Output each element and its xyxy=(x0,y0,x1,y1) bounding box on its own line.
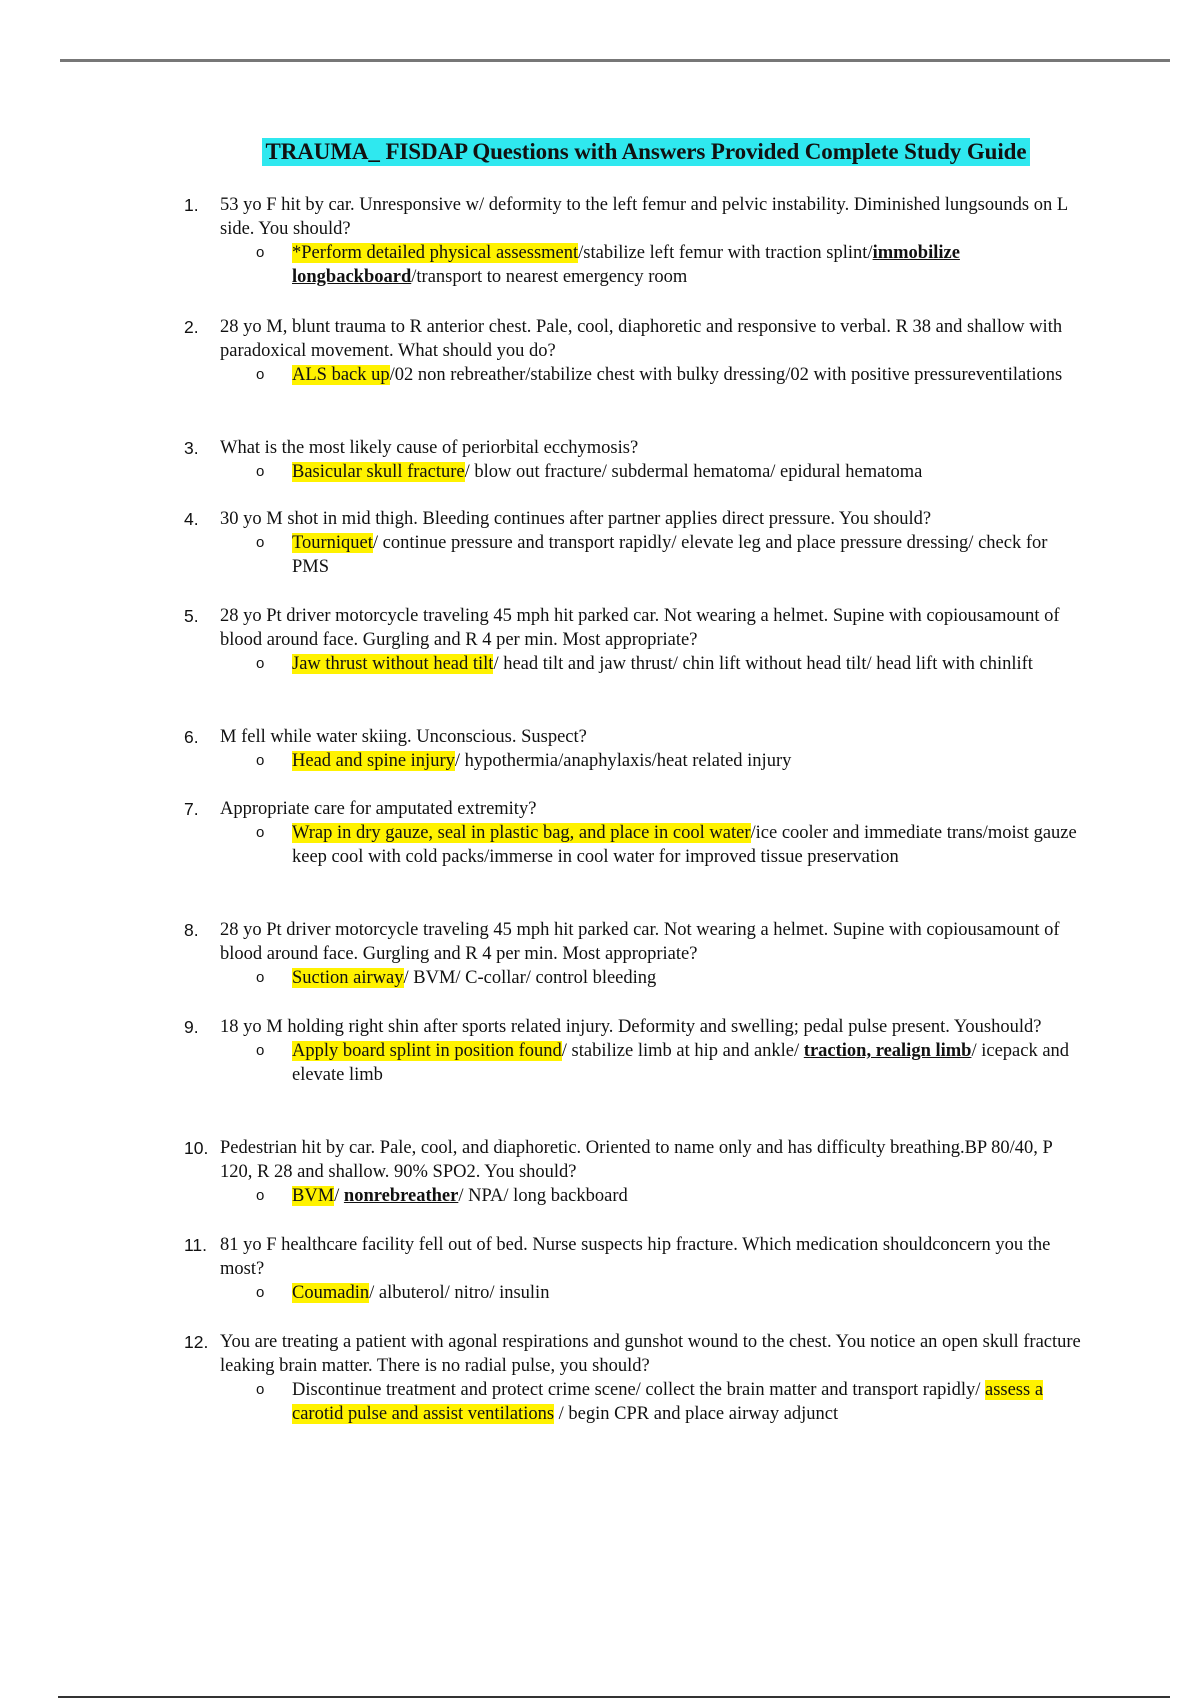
bullet-icon: o xyxy=(256,244,265,261)
bottom-rule xyxy=(58,1696,1170,1698)
correct-answer: ALS back up xyxy=(292,365,390,385)
bullet-icon: o xyxy=(256,463,265,480)
bullet-icon: o xyxy=(256,1187,265,1204)
question-stem: 81 yo F healthcare facility fell out of bed. Nurse suspects hip fracture. Which medication shouldconcern you the most? xyxy=(220,1235,1051,1279)
question-2 xyxy=(184,315,1084,387)
question-number: 6. xyxy=(184,727,199,747)
question-stem: 53 yo F hit by car. Unresponsive w/ deformity to the left femur and pelvic instability. Diminished lungsounds on L side. You should? xyxy=(220,195,1068,239)
question-8 xyxy=(184,918,1084,990)
answer-line xyxy=(256,749,1084,773)
question-stem: M fell while water skiing. Unconscious. Suspect? xyxy=(220,727,587,747)
bullet-icon: o xyxy=(256,969,265,986)
answer-options: / blow out fracture/ subdermal hematoma/ epidural hematoma xyxy=(464,462,923,482)
bullet-icon: o xyxy=(256,366,265,383)
bullet-icon: o xyxy=(256,1042,265,1059)
title-container xyxy=(0,138,1200,166)
answer-line xyxy=(256,1281,1084,1305)
question-number: 5. xyxy=(184,606,199,626)
question-6 xyxy=(184,725,1084,773)
question-stem: 28 yo Pt driver motorcycle traveling 45 mph hit parked car. Not wearing a helmet. Supine with copiousamount of blood around face. Gurgling and R 4 per min. Most appropriate? xyxy=(220,606,1060,650)
correct-answer: Wrap in dry gauze, seal in plastic bag, and place in cool water xyxy=(292,823,751,843)
answer-line xyxy=(256,966,1084,990)
underlined-option: immobilize longbackboard xyxy=(292,243,960,287)
question-7 xyxy=(184,797,1084,869)
question-10 xyxy=(184,1136,1084,1208)
answer-line xyxy=(256,363,1084,387)
correct-answer: Jaw thrust without head tilt xyxy=(292,654,494,674)
answer-options: / head tilt and jaw thrust/ chin lift without head tilt/ head lift with chinlift xyxy=(493,654,1033,674)
top-rule xyxy=(60,59,1170,62)
answer-options: / xyxy=(334,1186,344,1206)
question-stem: 28 yo Pt driver motorcycle traveling 45 mph hit parked car. Not wearing a helmet. Supine with copiousamount of blood around face. Gurgling and R 4 per min. Most appropriate? xyxy=(220,920,1060,964)
question-stem: You are treating a patient with agonal respirations and gunshot wound to the chest. You notice an open skull fracture leaking brain matter. There is no radial pulse, you should? xyxy=(220,1332,1081,1376)
question-number: 1. xyxy=(184,195,199,215)
answer-options: / BVM/ C-collar/ control bleeding xyxy=(403,968,657,988)
answer-options-pre: Discontinue treatment and protect crime scene/ collect the brain matter and transport rapidly/ xyxy=(292,1380,985,1400)
answer-options-cont: /transport to nearest emergency room xyxy=(411,267,688,287)
question-stem: Appropriate care for amputated extremity? xyxy=(220,799,537,819)
answer-line xyxy=(256,1039,1084,1087)
underlined-option: nonrebreather xyxy=(343,1186,459,1206)
question-9 xyxy=(184,1015,1084,1087)
question-12 xyxy=(184,1330,1084,1426)
question-5 xyxy=(184,604,1084,676)
question-11 xyxy=(184,1233,1084,1305)
correct-answer: Head and spine injury xyxy=(292,751,455,771)
underlined-option: traction, realign limb xyxy=(803,1041,972,1061)
answer-options: / begin CPR and place airway adjunct xyxy=(554,1404,839,1424)
correct-answer: Basicular skull fracture xyxy=(292,462,465,482)
question-number: 11. xyxy=(184,1235,208,1255)
correct-answer: BVM xyxy=(292,1186,335,1206)
bullet-icon: o xyxy=(256,752,265,769)
question-number: 12. xyxy=(184,1332,209,1352)
bullet-icon: o xyxy=(256,824,265,841)
answer-line xyxy=(256,1378,1084,1426)
correct-answer: Coumadin xyxy=(292,1283,370,1303)
question-1 xyxy=(184,193,1084,289)
bullet-icon: o xyxy=(256,534,265,551)
question-stem: What is the most likely cause of periorbital ecchymosis? xyxy=(220,438,639,458)
question-3 xyxy=(184,436,1084,484)
answer-options: /stabilize left femur with traction splint/ xyxy=(578,243,873,263)
answer-options: / stabilize limb at hip and ankle/ xyxy=(561,1041,804,1061)
correct-answer: Tourniquet xyxy=(292,533,373,553)
question-number: 4. xyxy=(184,509,199,529)
bullet-icon: o xyxy=(256,1381,265,1398)
question-stem: 18 yo M holding right shin after sports related injury. Deformity and swelling; pedal pulse present. Youshould? xyxy=(220,1017,1042,1037)
answer-line xyxy=(256,652,1084,676)
question-number: 2. xyxy=(184,317,199,337)
bullet-icon: o xyxy=(256,655,265,672)
correct-answer: Apply board splint in position found xyxy=(292,1041,562,1061)
answer-line xyxy=(256,531,1084,579)
question-number: 8. xyxy=(184,920,199,940)
question-stem: 28 yo M, blunt trauma to R anterior chest. Pale, cool, diaphoretic and responsive to verbal. R 38 and shallow with paradoxical movement. What should you do? xyxy=(220,317,1063,361)
answer-options-cont: / NPA/ long backboard xyxy=(458,1186,628,1206)
answer-options: / albuterol/ nitro/ insulin xyxy=(369,1283,550,1303)
correct-answer: Suction airway xyxy=(292,968,404,988)
answer-line xyxy=(256,1184,1084,1208)
question-number: 7. xyxy=(184,799,199,819)
answer-options: / continue pressure and transport rapidly/ elevate leg and place pressure dressing/ check for PMS xyxy=(292,533,1048,577)
document-title: TRAUMA_ FISDAP Questions with Answers Provided Complete Study Guide xyxy=(262,138,1031,166)
correct-answer: assess a carotid pulse and assist ventilations xyxy=(292,1380,1044,1424)
question-number: 3. xyxy=(184,438,199,458)
answer-options: / hypothermia/anaphylaxis/heat related injury xyxy=(454,751,792,771)
answer-line xyxy=(256,241,1084,289)
question-number: 10. xyxy=(184,1138,209,1158)
answer-line xyxy=(256,821,1084,869)
correct-answer: *Perform detailed physical assessment xyxy=(292,243,579,263)
question-4 xyxy=(184,507,1084,579)
question-stem: 30 yo M shot in mid thigh. Bleeding continues after partner applies direct pressure. You should? xyxy=(220,509,932,529)
question-stem: Pedestrian hit by car. Pale, cool, and diaphoretic. Oriented to name only and has difficulty breathing.BP 80/40, P 120, R 28 and shallow. 90% SPO2. You should? xyxy=(220,1138,1053,1182)
answer-options: /ice cooler and immediate trans/moist gauze keep cool with cold packs/immerse in cool water for improved tissue preservation xyxy=(292,823,1077,867)
bullet-icon: o xyxy=(256,1284,265,1301)
answer-options-cont: / icepack and elevate limb xyxy=(292,1041,1070,1085)
question-number: 9. xyxy=(184,1017,199,1037)
answer-line xyxy=(256,460,1084,484)
answer-options: /02 non rebreather/stabilize chest with bulky dressing/02 with positive pressureventilations xyxy=(389,365,1063,385)
